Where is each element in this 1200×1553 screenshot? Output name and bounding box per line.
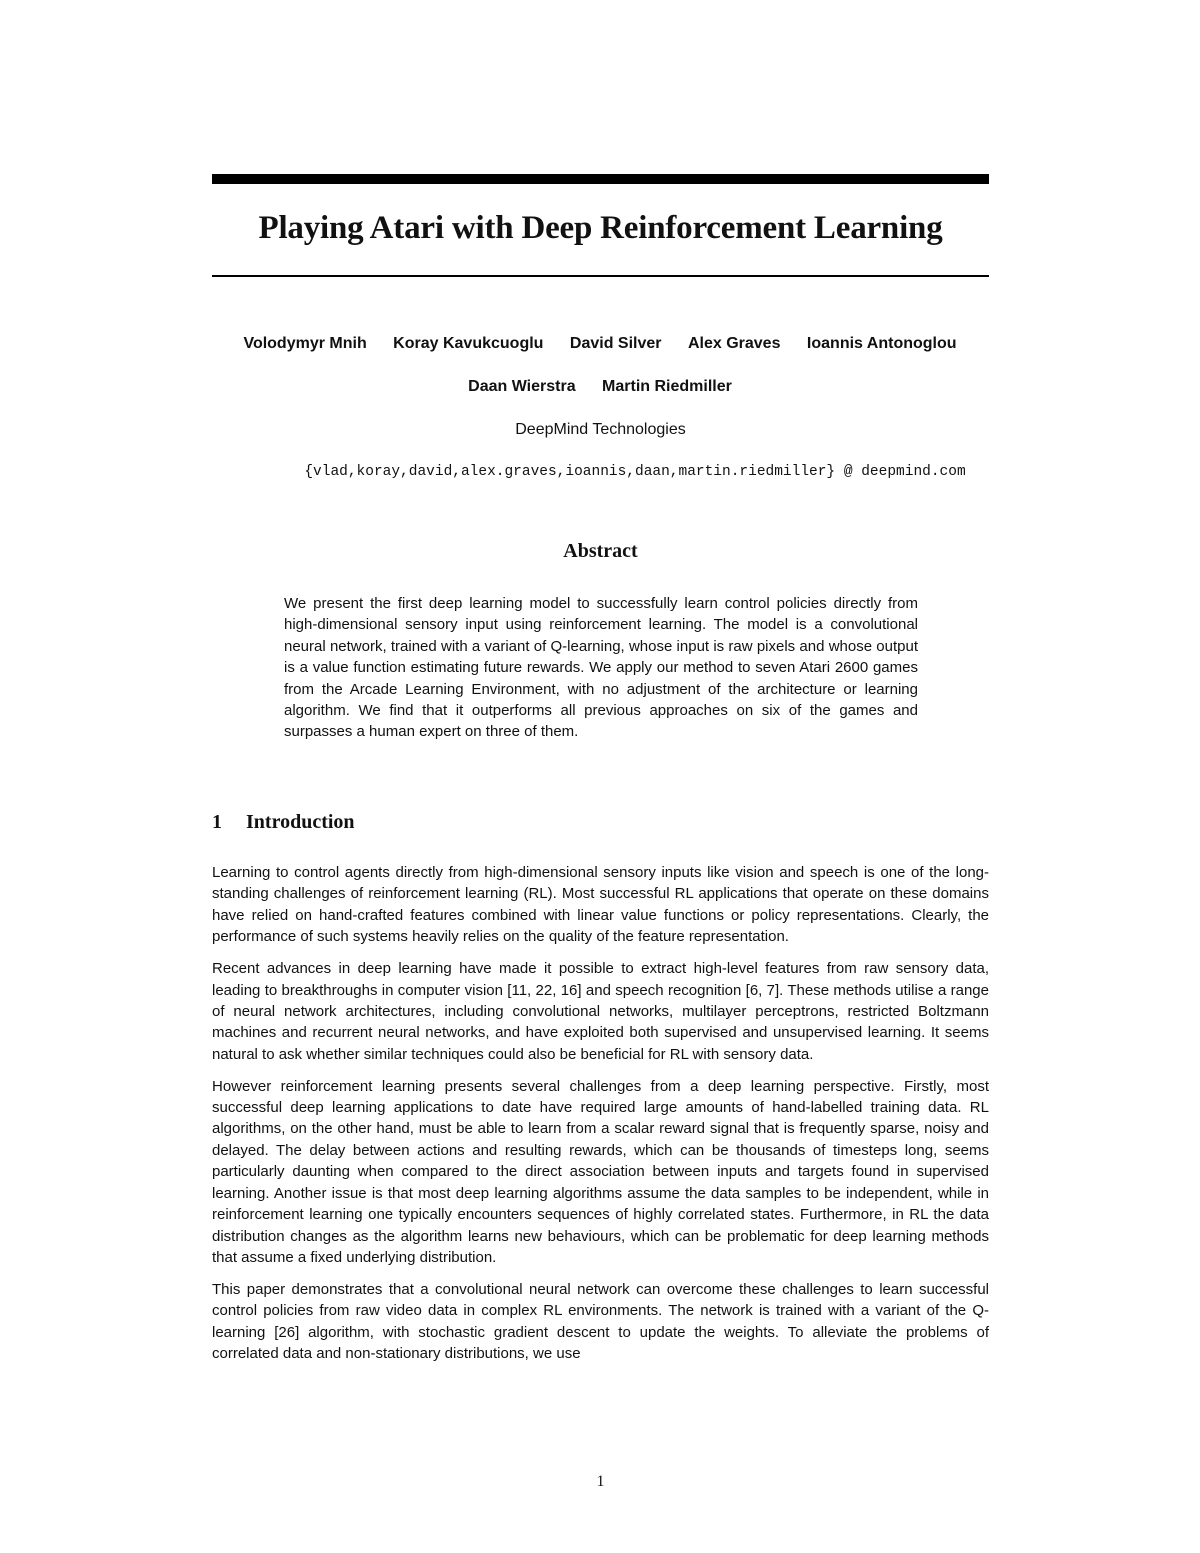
page-number: 1 [596, 1473, 605, 1490]
author-emails: {vlad,koray,david,alex.graves,ioannis,daan,martin.riedmiller} @ deepmind.com [304, 464, 966, 480]
paragraph: However reinforcement learning presents several challenges from a deep learning perspective. Firstly, most successful deep learning applications to date have required large amounts of hand-labelled training data. RL algorithms, on the other hand, must be able to learn from a scalar reward signal that is frequently sparse, noisy and delayed. The delay between actions and resulting rewards, which can be thousands of timesteps long, seems particularly daunting when compared to the direct association between inputs and targets found in supervised learning. Another issue is that most deep learning algorithms assume the data samples to be independent, while in reinforcement learning one typically encounters sequences of highly correlated states. Furthermore, in RL the data distribution changes as the algorithm learns new behaviours, which can be problematic for deep learning methods that assume a fixed underlying distribution. [212, 1077, 989, 1266]
affiliation: DeepMind Technologies [515, 421, 686, 438]
authors-line-1 [190, 335, 1010, 353]
authors-line-2 [190, 378, 1010, 396]
top-thick-rule [212, 174, 989, 184]
section-heading [212, 811, 355, 834]
author-name: Martin Riedmiller [602, 378, 732, 395]
paragraph: This paper demonstrates that a convolutional neural network can overcome these challenges to learn successful control policies from raw video data in complex RL environments. The network is trained with a variant of the Q-learning [26] algorithm, with stochastic gradient descent to update the weights. To alleviate the problems of correlated data and non-stationary distributions, we use [212, 1280, 989, 1363]
author-name: Koray Kavukcuoglu [393, 335, 544, 352]
section-title: Introduction [246, 811, 355, 833]
abstract-heading: Abstract [563, 540, 638, 562]
author-name: David Silver [569, 335, 662, 352]
title-underline-rule [212, 275, 989, 277]
section-number: 1 [212, 811, 222, 833]
section-body [212, 862, 989, 1375]
paper-title: Playing Atari with Deep Reinforcement Learning [258, 210, 943, 246]
paragraph: Recent advances in deep learning have made it possible to extract high-level features from raw sensory data, leading to breakthroughs in computer vision [11, 22, 16] and speech recognition [6, 7]. These methods utilise a range of neural network architectures, including convolutional networks, multilayer perceptrons, restricted Boltzmann machines and recurrent neural networks, and have exploited both supervised and unsupervised learning. It seems natural to ask whether similar techniques could also be beneficial for RL with sensory data. [212, 960, 989, 1063]
author-name: Volodymyr Mnih [243, 335, 367, 352]
author-name: Daan Wierstra [468, 378, 576, 395]
author-name: Ioannis Antonoglou [806, 335, 957, 352]
abstract-text: We present the first deep learning model to successfully learn control policies directly from high-dimensional sensory input using reinforcement learning. The model is a convolutional neural network, trained with a variant of Q-learning, whose input is raw pixels and whose output is a value function estimating future rewards. We apply our method to seven Atari 2600 games from the Arcade Learning Environment, with no adjustment of the architecture or learning algorithm. We find that it outperforms all previous approaches on six of the games and surpasses a human expert on three of them. [284, 595, 918, 741]
author-name: Alex Graves [687, 335, 781, 352]
paragraph: Learning to control agents directly from high-dimensional sensory inputs like vision and speech is one of the long-standing challenges of reinforcement learning (RL). Most successful RL applications that operate on these domains have relied on hand-crafted features combined with linear value functions or policy representations. Clearly, the performance of such systems heavily relies on the quality of the feature representation. [212, 864, 989, 946]
